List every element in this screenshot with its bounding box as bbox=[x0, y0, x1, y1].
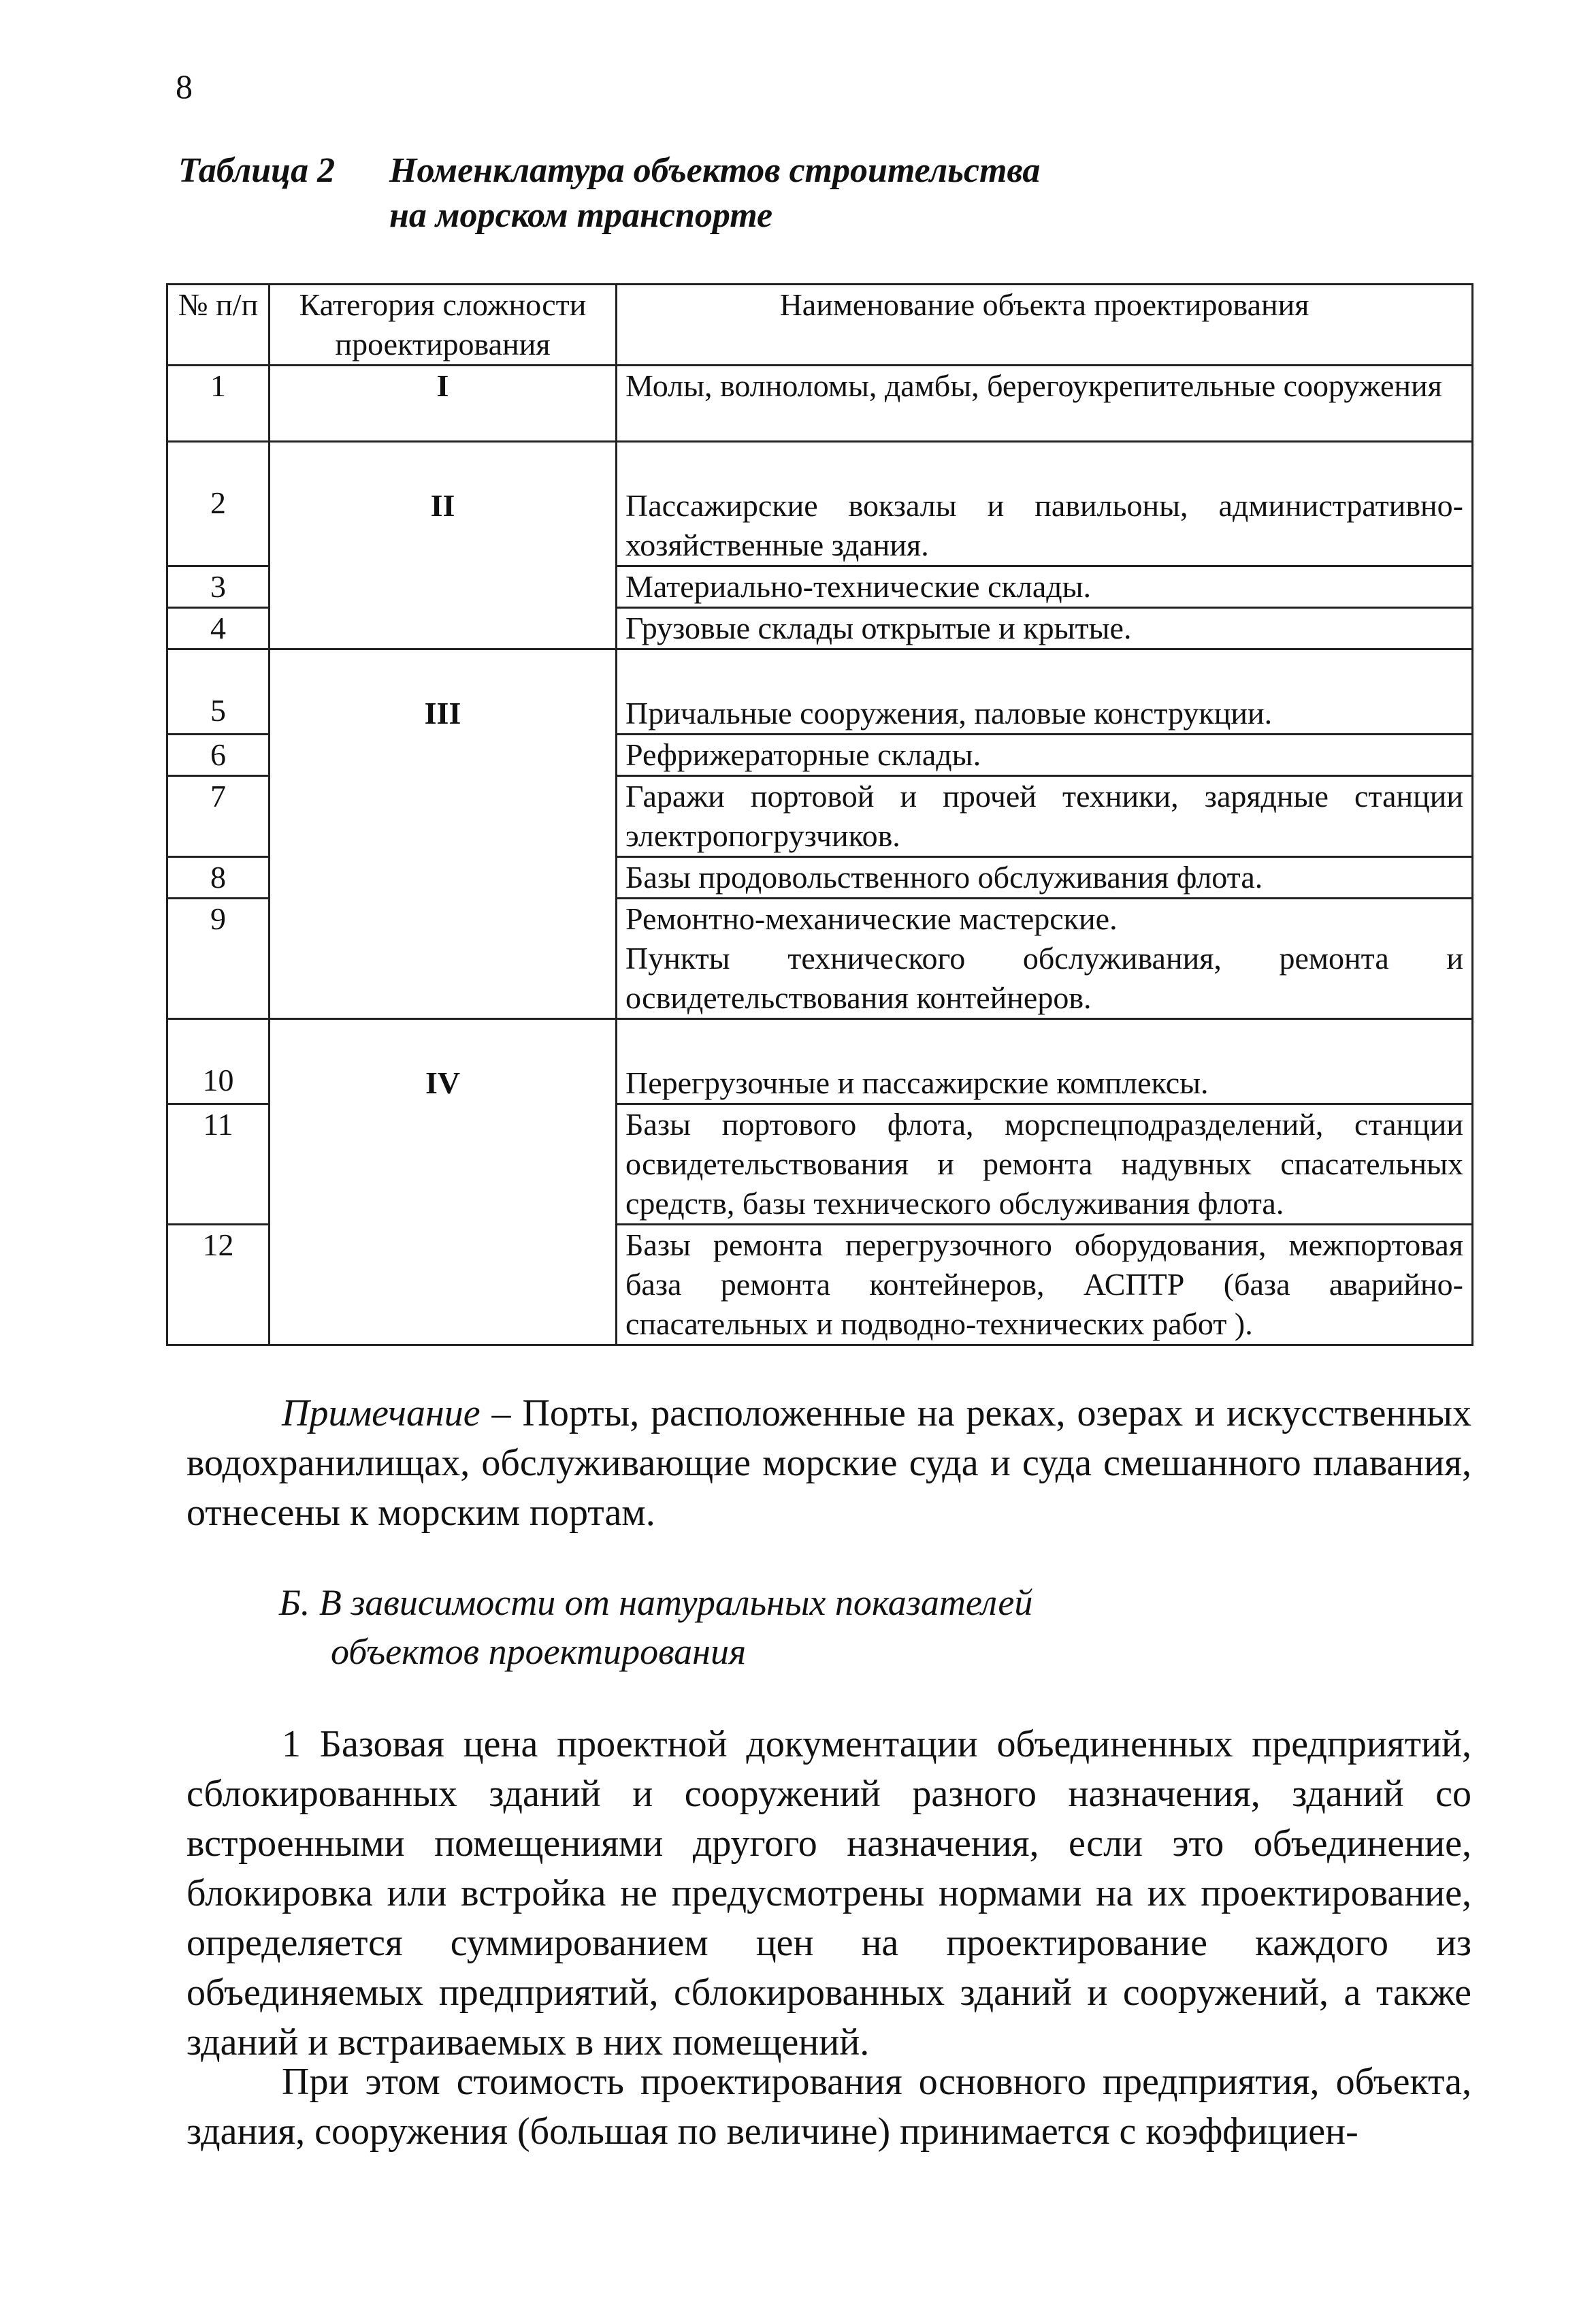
row-name: Грузовые склады открытые и крытые. bbox=[617, 608, 1473, 649]
row-num: 11 bbox=[167, 1104, 270, 1225]
row-num: 2 bbox=[167, 442, 270, 566]
row-category: III bbox=[270, 649, 617, 1019]
table-row bbox=[167, 1019, 1473, 1104]
row-name bbox=[617, 899, 1473, 1019]
row-num: 7 bbox=[167, 776, 270, 857]
row-num: 4 bbox=[167, 608, 270, 649]
row-name: Гаражи портовой и прочей техники, зарядные станции электропогрузчиков. bbox=[617, 776, 1473, 857]
note bbox=[186, 1389, 1471, 1538]
row-num: 10 bbox=[167, 1019, 270, 1104]
row-name: Причальные сооружения, паловые конструкции. bbox=[617, 649, 1473, 735]
row-name: Базы ремонта перегрузочного оборудования, межпортовая база ремонта контейнеров, АСПТР (база аварийно-спасательных и подводно-технических работ ). bbox=[617, 1225, 1473, 1345]
page-number: 8 bbox=[176, 67, 193, 106]
row-num: 8 bbox=[167, 857, 270, 899]
row-name-line: Ремонтно-механические мастерские. bbox=[625, 901, 1118, 936]
header-num: № п/п bbox=[167, 285, 270, 366]
row-name: Пассажирские вокзалы и павильоны, административно-хозяйственные здания. bbox=[617, 442, 1473, 566]
subheading-line2: объектов проектирования bbox=[331, 1631, 747, 1672]
row-name: Рефрижераторные склады. bbox=[617, 735, 1473, 776]
row-name: Материально-технические склады. bbox=[617, 566, 1473, 608]
row-name: Базы продовольственного обслуживания флота. bbox=[617, 857, 1473, 899]
row-num: 3 bbox=[167, 566, 270, 608]
note-label: Примечание bbox=[282, 1392, 481, 1434]
nomenclature-table bbox=[166, 283, 1473, 1346]
body-paragraph: При этом стоимость проектирования основного предприятия, объекта, здания, сооружения (большая по величине) принимается с коэффициен- bbox=[186, 2061, 1471, 2153]
row-category: II bbox=[270, 442, 617, 649]
row-num: 9 bbox=[167, 899, 270, 1019]
row-num: 5 bbox=[167, 649, 270, 735]
header-name: Наименование объекта проектирования bbox=[617, 285, 1473, 366]
row-name: Молы, волноломы, дамбы, берегоукрепительные сооружения bbox=[617, 366, 1473, 442]
row-num: 6 bbox=[167, 735, 270, 776]
row-num: 12 bbox=[167, 1225, 270, 1345]
table-title-line2: на морском транспорте bbox=[389, 196, 773, 235]
row-name: Перегрузочные и пассажирские комплексы. bbox=[617, 1019, 1473, 1104]
subheading-line1: Б. В зависимости от натуральных показателей bbox=[279, 1582, 1033, 1623]
table-row bbox=[167, 366, 1473, 442]
table-header-row bbox=[167, 285, 1473, 366]
table-row bbox=[167, 442, 1473, 566]
table-label: Таблица 2 bbox=[178, 151, 336, 190]
table-title bbox=[178, 148, 1040, 238]
row-name: Базы портового флота, морспецподразделений, станции освидетельствования и ремонта надувных спасательных средств, базы технического обслуживания флота. bbox=[617, 1104, 1473, 1225]
row-category: I bbox=[270, 366, 617, 442]
body-paragraph: 1 Базовая цена проектной документации объединенных предприятий, сблокированных зданий и сооружений разного назначения, зданий со встроенными помещениями другого назначения, если это объединение, блокировка или встройка не предусмотрены нормами на их проектирование, определяется суммированием цен на проектирование каждого из объединяемых предприятий, сблокированных зданий и сооружений, а также зданий и встраиваемых в них помещений. bbox=[186, 1723, 1471, 2063]
header-category: Категория сложности проектирования bbox=[270, 285, 617, 366]
note-text: – Порты, расположенные на реках, озерах и искусственных водохранилищах, обслуживающие морские суда и суда смешанного плавания, отнесены к морским портам. bbox=[186, 1392, 1471, 1534]
row-category: IV bbox=[270, 1019, 617, 1345]
table-title-line1: Номенклатура объектов строительства bbox=[389, 151, 1041, 190]
subheading bbox=[279, 1578, 1032, 1676]
table-row bbox=[167, 649, 1473, 735]
row-name-line: Пункты технического обслуживания, ремонта и освидетельствования контейнеров. bbox=[625, 941, 1463, 1015]
row-num: 1 bbox=[167, 366, 270, 442]
